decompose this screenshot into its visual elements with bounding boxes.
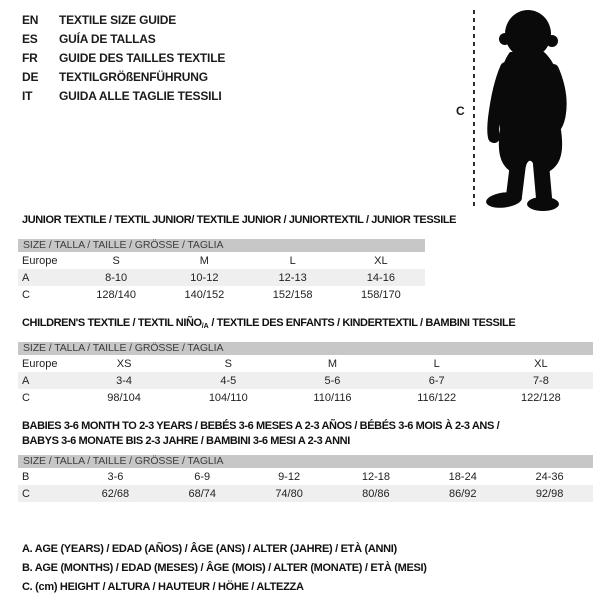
footnote-a: A. AGE (YEARS) / EDAD (AÑOS) / ÂGE (ANS) / ALTER (JAHRE) / ETÀ (ANNI) [22,543,397,555]
table-cell: 74/80 [275,487,303,500]
size-header-bar: SIZE / TALLA / TAILLE / GRÖSSE / TAGLIA [18,342,593,355]
table-cell: 3-4 [116,374,133,387]
table-cell: 24-36 [535,470,564,483]
table-cell: 104/110 [208,391,248,404]
table-cell: 9-12 [278,470,301,483]
children-section-title [22,317,515,330]
table-cell: 62/68 [101,487,130,500]
height-dashed-line [473,10,475,208]
table-cell: 140/152 [184,288,225,301]
measure-c-label: C [456,104,465,118]
table-cell: 12-13 [278,271,307,284]
table-cell: 6-9 [194,470,211,483]
table-cell: 128/140 [96,288,136,301]
children-title-text: CHILDREN'S TEXTILE / TEXTIL NIÑO [22,317,202,329]
junior-size-table [18,239,425,303]
table-cell: M [327,357,338,370]
language-row-en [22,11,225,30]
language-row-it [22,87,225,106]
row-label: Europe [22,357,58,370]
language-code: EN [22,13,39,27]
table-cell: S [224,357,232,370]
table-row-height [18,389,593,406]
height-measure-figure [452,6,598,212]
children-title-text: / TEXTILE DES ENFANTS / KINDERTEXTIL / BAMBINI TESSILE [208,317,516,329]
table-cell: 152/158 [272,288,313,301]
table-row-age [18,269,425,286]
table-cell: 7-8 [532,374,549,387]
row-label: Europe [22,254,58,267]
table-cell: 4-5 [220,374,237,387]
footnote-b: B. AGE (MONTHS) / EDAD (MESES) / ÂGE (MOIS) / ALTER (MONATE) / ETÀ (MESI) [22,562,427,574]
table-cell: 68/74 [188,487,216,500]
babies-title-line2: BABYS 3-6 MONATE BIS 2-3 JAHRE / BAMBINI 3-6 MESI A 2-3 ANNI [22,435,350,447]
babies-size-table [18,455,593,502]
table-cell: 5-6 [324,374,341,387]
language-title-list [22,11,225,106]
table-cell: 8-10 [105,271,128,284]
row-label: C [22,487,30,500]
baby-silhouette-icon [480,6,576,212]
table-row-europe [18,355,593,372]
table-cell: 12-18 [361,470,390,483]
language-title: GUIDE DES TAILLES TEXTILE [59,51,226,65]
footnote-legend [22,540,427,597]
table-cell: 122/128 [521,391,561,404]
table-cell: 14-16 [366,271,395,284]
table-cell: M [199,254,209,267]
babies-section-title [22,419,499,449]
row-label: C [22,391,30,404]
table-cell: 18-24 [448,470,477,483]
row-label: A [22,271,30,284]
table-cell: 92/98 [535,487,564,500]
language-title: TEXTILE SIZE GUIDE [59,13,177,27]
children-title-subscript: /A [201,323,209,330]
language-title: TEXTILGRÖßENFÜHRUNG [59,70,208,84]
table-cell: 98/104 [107,391,141,404]
table-cell: 158/170 [360,288,401,301]
table-cell: 110/116 [313,391,352,404]
table-row-europe [18,252,425,269]
table-cell: 86/92 [448,487,477,500]
language-row-fr [22,49,225,68]
table-row-height [18,485,593,502]
footnote-c: C. (cm) HEIGHT / ALTURA / HAUTEUR / HÖHE / ALTEZZA [22,581,304,593]
table-cell: L [433,357,440,370]
table-cell: XL [374,254,388,267]
table-cell: 10-12 [190,271,219,284]
language-row-de [22,68,225,87]
row-label: C [22,288,30,301]
table-cell: XS [116,357,132,370]
row-label: B [22,470,30,483]
table-cell: 6-7 [428,374,445,387]
table-cell: 116/122 [417,391,457,404]
table-row-age [18,372,593,389]
table-cell: 80/86 [362,487,390,500]
table-cell: L [289,254,296,267]
language-title: GUÍA DE TALLAS [59,32,156,46]
row-label: A [22,374,30,387]
language-title: GUIDA ALLE TAGLIE TESSILI [59,89,222,103]
language-code: FR [22,51,38,65]
language-code: ES [22,32,38,46]
language-code: IT [22,89,33,103]
size-header-bar: SIZE / TALLA / TAILLE / GRÖSSE / TAGLIA [18,455,593,468]
language-row-es [22,30,225,49]
language-code: DE [22,70,39,84]
table-cell: S [112,254,120,267]
junior-section-title: JUNIOR TEXTILE / TEXTIL JUNIOR/ TEXTILE JUNIOR / JUNIORTEXTIL / JUNIOR TESSILE [22,214,457,226]
table-row-height [18,286,425,303]
size-header-bar: SIZE / TALLA / TAILLE / GRÖSSE / TAGLIA [18,239,425,252]
children-size-table [18,342,593,406]
table-row-months [18,468,593,485]
table-cell: XL [534,357,548,370]
table-cell: 3-6 [107,470,124,483]
babies-title-line1: BABIES 3-6 MONTH TO 2-3 YEARS / BEBÉS 3-6 MESES A 2-3 AÑOS / BÉBÉS 3-6 MOIS À 2-3 ANS / [22,420,500,432]
